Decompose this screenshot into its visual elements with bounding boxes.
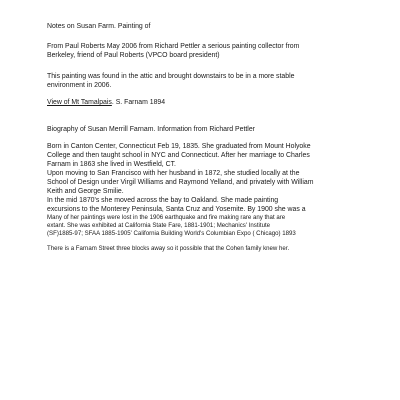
discovery-line-2: environment in 2006. — [47, 82, 112, 89]
discovery-line-1: This painting was found in the attic and brought downstairs to be in a more stable — [47, 73, 295, 80]
biography-line-3: Farnam in 1863 she lived in Westfield, CT. — [47, 161, 176, 168]
biography-line-4: Upon moving to San Francisco with her husband in 1872, she studied locally at the — [47, 170, 300, 177]
biography-line-8: excursions to the Monterey Peninsula, Santa Cruz and Yosemite. By 1900 she was a — [47, 206, 306, 213]
biography-line-2: College and then taught school in NYC and Connecticut. After her marriage to Charles — [47, 152, 310, 159]
biography-line-7: In the mid 1870's she moved across the bay to Oakland. She made painting — [47, 197, 279, 204]
notes-heading: Notes on Susan Farm. Painting of — [47, 23, 151, 30]
painting-title-link[interactable]: View of Mt Tamalpais — [47, 99, 112, 106]
biography-line-1: Born in Canton Center, Connecticut Feb 19, 1835. She graduated from Mount Holyoke — [47, 143, 311, 150]
biography-line-6: Keith and George Smilie. — [47, 188, 124, 195]
biography-small-line-3: (SF)1885-97; SFAA 1885-1905' California Building World's Columbian Expo ( Chicago) 1893 — [47, 230, 296, 237]
closing-note: There is a Farnam Street three blocks away so it possible that the Cohen family knew her. — [47, 245, 290, 252]
biography-heading: Biography of Susan Merrill Farnam. Information from Richard Pettler — [47, 126, 255, 133]
biography-line-5: School of Design under Virgil Williams and Raymond Yelland, and privately with William — [47, 179, 314, 186]
provenance-line-2: Berkeley, friend of Paul Roberts (VPCO board president) — [47, 52, 220, 59]
biography-small-line-1: Many of her paintings were lost in the 1906 earthquake and fire making rare any that are — [47, 214, 286, 221]
biography-small-line-2: extant. She was exhibited at California State Fare, 1881-1901; Mechanics' Institute — [47, 222, 271, 229]
provenance-line-1: From Paul Roberts May 2006 from Richard Pettler a serious painting collector from — [47, 43, 300, 50]
painting-credit-line — [47, 98, 165, 107]
painting-credit: . S. Farnam 1894 — [111, 99, 166, 106]
